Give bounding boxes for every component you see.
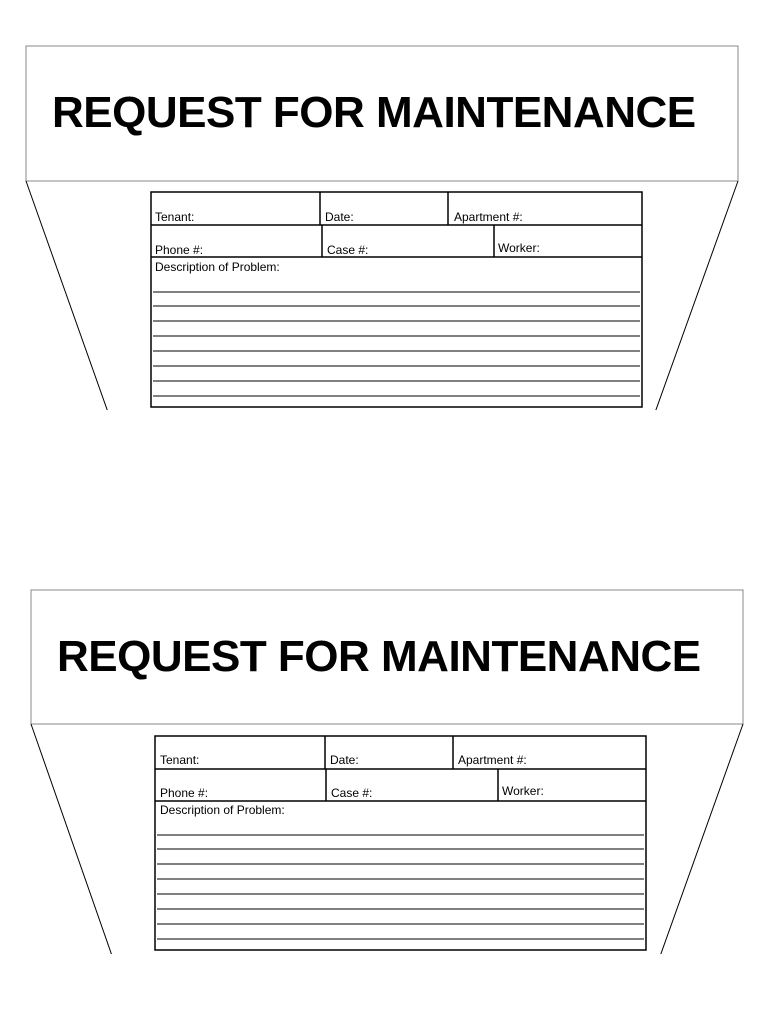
apartment-field[interactable]: Apartment #: <box>458 753 527 767</box>
tenant-field[interactable]: Tenant: <box>155 210 195 224</box>
worker-field[interactable]: Worker: <box>498 241 540 255</box>
maintenance-form-2 <box>0 544 770 954</box>
maintenance-form-1 <box>0 0 770 410</box>
apartment-field[interactable]: Apartment #: <box>454 210 523 224</box>
date-field[interactable]: Date: <box>325 210 354 224</box>
phone-field[interactable]: Phone #: <box>155 243 204 257</box>
description-field[interactable]: Description of Problem: <box>160 803 285 817</box>
phone-field[interactable]: Phone #: <box>160 786 209 800</box>
form-title: REQUEST FOR MAINTENANCE <box>57 632 701 681</box>
form-outline <box>0 0 770 410</box>
date-field[interactable]: Date: <box>330 753 359 767</box>
form-outline <box>0 544 770 954</box>
tenant-field[interactable]: Tenant: <box>160 753 200 767</box>
case-field[interactable]: Case #: <box>331 786 373 800</box>
case-field[interactable]: Case #: <box>327 243 369 257</box>
description-field[interactable]: Description of Problem: <box>155 260 280 274</box>
form-title: REQUEST FOR MAINTENANCE <box>52 88 696 137</box>
worker-field[interactable]: Worker: <box>502 784 544 798</box>
